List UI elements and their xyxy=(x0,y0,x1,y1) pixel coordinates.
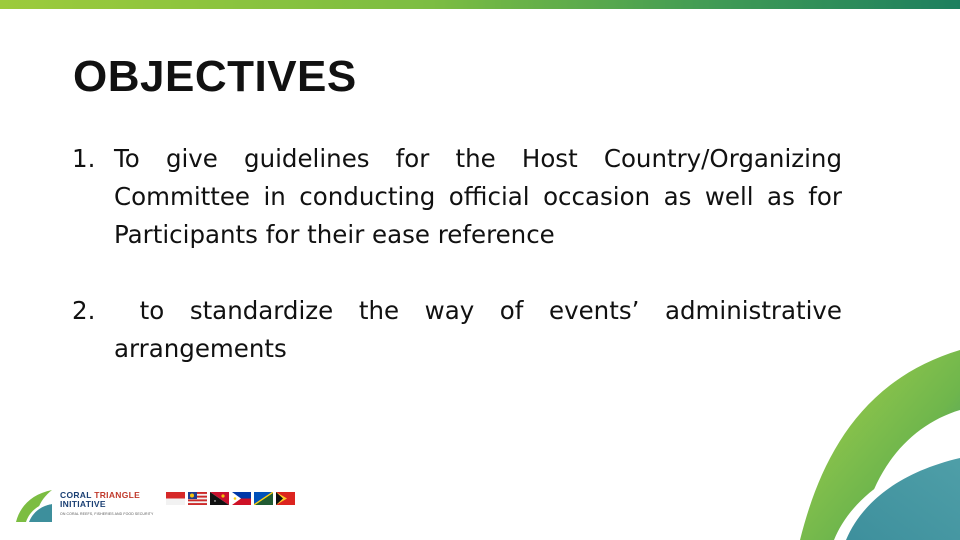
country-flags xyxy=(166,492,295,505)
solomon-islands-flag-icon xyxy=(254,492,273,505)
malaysia-flag-icon xyxy=(188,492,207,505)
coral-triangle-mark-icon xyxy=(14,488,54,524)
logo-tagline: ON CORAL REEFS, FISHERIES AND FOOD SECURITY xyxy=(60,512,154,516)
slide-title: OBJECTIVES xyxy=(73,52,357,101)
indonesia-flag-icon xyxy=(166,492,185,505)
coral-triangle-logo xyxy=(14,488,284,524)
logo-name-line2: INITIATIVE xyxy=(60,499,106,509)
objective-item xyxy=(72,140,842,254)
objective-text: to standardize the way of events’ administrative arrangements xyxy=(114,296,842,363)
objectives-list xyxy=(72,140,842,368)
papua-new-guinea-flag-icon xyxy=(210,492,229,505)
decorative-swoosh xyxy=(800,350,960,540)
top-accent-bar xyxy=(0,0,960,9)
logo-name-line1: CORAL TRIANGLE xyxy=(60,490,141,500)
objective-text: To give guidelines for the Host Country/Organizing Committee in conducting official occasion as well as for Participants for their ease reference xyxy=(114,144,842,249)
objective-number: 2. xyxy=(72,296,96,325)
timor-leste-flag-icon xyxy=(276,492,295,505)
objective-item xyxy=(72,292,842,368)
philippines-flag-icon xyxy=(232,492,251,505)
objective-number: 1. xyxy=(72,144,96,173)
